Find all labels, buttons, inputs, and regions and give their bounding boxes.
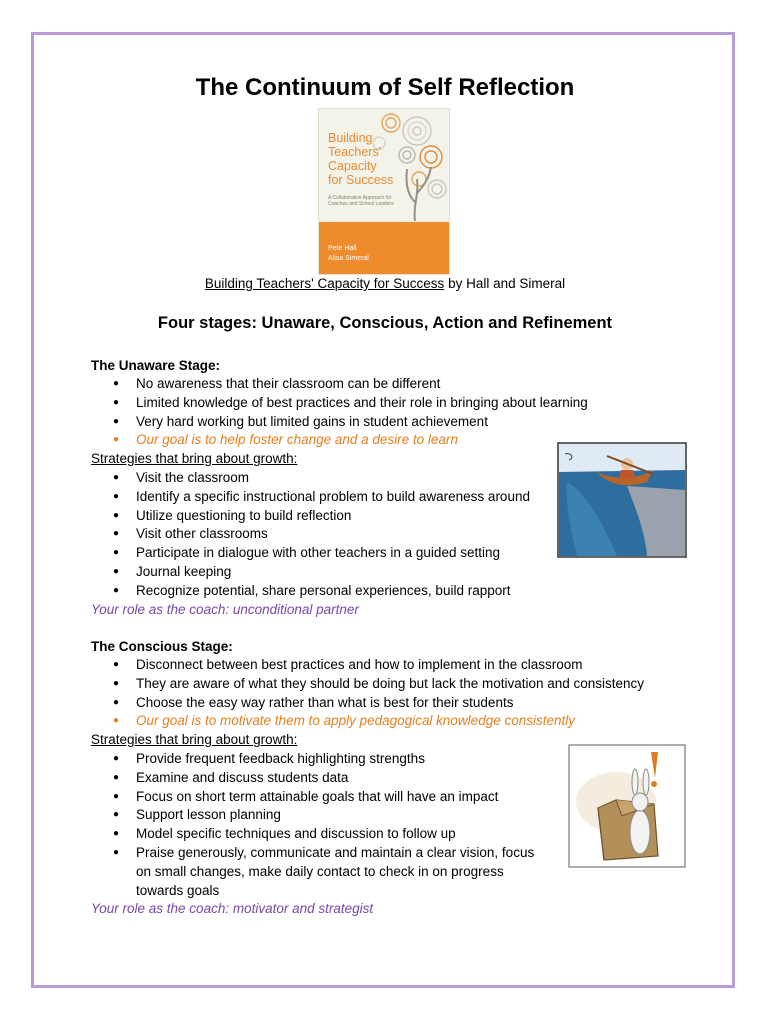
list-item: ● Very hard working but limited gains in student achievement <box>91 413 691 432</box>
cover-author: Alisa Simeral <box>328 255 369 262</box>
list-item: ● Praise generously, communicate and maintain a clear vision, focus on small changes, make daily contact to check in on progress towards goals <box>91 844 546 900</box>
cover-author: Pete Hall <box>328 245 357 252</box>
book-title-link: Building Teachers' Capacity for Success <box>204 276 445 291</box>
list-item: ● Support lesson planning <box>91 806 691 825</box>
list-item: ● Focus on short term attainable goals that will have an impact <box>91 788 691 807</box>
cover-title-line: Capacity <box>328 159 377 173</box>
coach-role: Your role as the coach: unconditional partner <box>91 601 359 617</box>
strategies-label: Strategies that bring about growth: <box>91 451 298 467</box>
book-authors-text: by Hall and Simeral <box>444 276 566 291</box>
list-item: ● Identify a specific instructional problem to build awareness around <box>91 488 691 507</box>
list-item: ● Choose the easy way rather than what is best for their students <box>91 694 691 713</box>
list-item: ● Model specific techniques and discussion to follow up <box>91 825 691 844</box>
list-item: ● Disconnect between best practices and how to implement in the classroom <box>91 656 691 675</box>
list-item: ● Limited knowledge of best practices and their role in bringing about learning <box>91 394 691 413</box>
goal-item: ● Our goal is to help foster change and a desire to learn <box>91 431 691 450</box>
list-item: ● Journal keeping <box>91 563 691 582</box>
coach-role: Your role as the coach: motivator and strategist <box>91 901 374 917</box>
list-item: ● Provide frequent feedback highlighting strengths <box>91 750 691 769</box>
cover-title-line: Teachers' <box>328 145 382 159</box>
bunny-box-illustration <box>568 744 686 868</box>
list-item: ● No awareness that their classroom can be different <box>91 375 691 394</box>
list-item: ● They are aware of what they should be doing but lack the motivation and consistency <box>91 675 691 694</box>
stages-heading: Four stages: Unaware, Conscious, Action and Refinement <box>157 314 613 332</box>
list-item: ● Examine and discuss students data <box>91 769 691 788</box>
book-caption <box>0 276 770 291</box>
book-cover-image <box>318 108 450 275</box>
stage-bullets <box>91 656 691 731</box>
list-item: ● Visit the classroom <box>91 469 691 488</box>
stage-heading: The Unaware Stage: <box>91 358 221 373</box>
cover-authors <box>328 244 369 264</box>
strategies-label: Strategies that bring about growth: <box>91 732 298 748</box>
list-item: ● Visit other classrooms <box>91 525 691 544</box>
stage-heading: The Conscious Stage: <box>91 639 233 654</box>
cover-title-line: for Success <box>328 173 394 187</box>
goal-item: ● Our goal is to motivate them to apply pedagogical knowledge consistently <box>91 712 691 731</box>
list-item: ● Recognize potential, share personal experiences, build rapport <box>91 582 691 601</box>
list-item: ● Utilize questioning to build reflection <box>91 507 691 526</box>
cover-subtitle: A Collaborative Approach for Coaches and School Leaders <box>328 195 394 207</box>
boat-waterfall-illustration <box>557 442 687 558</box>
list-item: ● Participate in dialogue with other teachers in a guided setting <box>91 544 691 563</box>
cover-title <box>328 131 408 187</box>
cover-title-line: Building <box>328 131 373 145</box>
stage-bullets <box>91 375 691 450</box>
page-title: The Continuum of Self Reflection <box>195 74 575 101</box>
